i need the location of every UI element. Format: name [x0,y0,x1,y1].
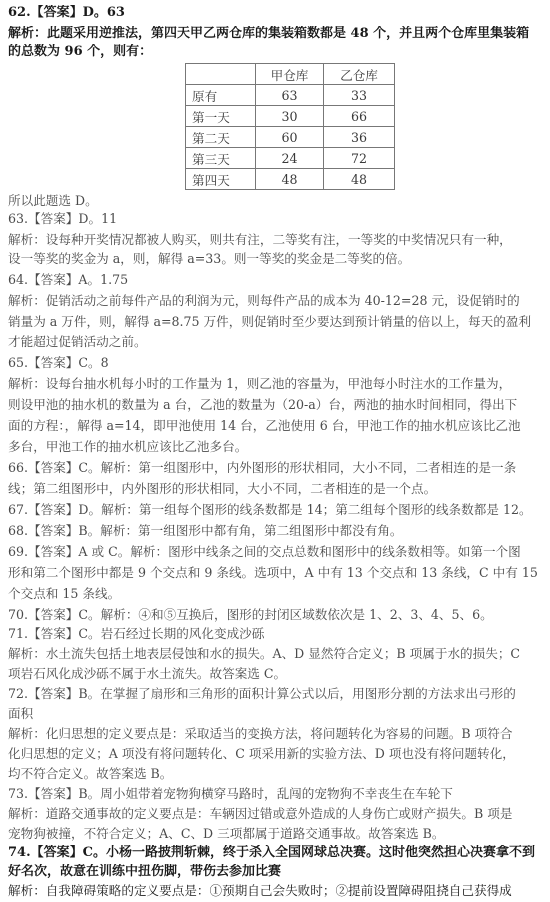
answer-66-line-2: 线；第二组图形中，内外图形的形状相同，大小不同，二者相连的是一个点。 [8,481,437,496]
explanation-65-line-3: 面的方程：，解得 a=14，即甲池使用 14 台，乙池使用 6 台，甲池工作的抽水机应该比乙池 [8,418,521,433]
table-row [186,169,395,190]
explanation-65-line-4: 多台，甲池工作的抽水机应该比乙池多台。 [8,439,248,454]
table-header-cell: 甲仓库 [256,64,324,85]
table-cell: 66 [324,106,395,127]
explanation-62-line-2: 的总数为 96 个，则有： [8,44,153,59]
explanation-65-line-1: 解析：设每台抽水机每小时的工作量为 1，则乙池的容量为，甲池每小时注水的工作量为， [8,376,512,391]
answer-69-line-3: 个交点和 15 条线。 [8,586,121,601]
table-cell: 33 [324,85,395,106]
table-cell: 63 [256,85,324,106]
table-header-row [186,64,395,85]
explanation-72-line-3: 均不符合定义。故答案选 B。 [8,766,173,781]
table-row [186,106,395,127]
table-cell: 24 [256,148,324,169]
table-header-cell [186,64,256,85]
explanation-64-line-1: 解析：促销活动之前每件产品的利润为元，则每件产品的成本为 40-12=28 元，设促销时的 [8,293,520,308]
explanation-64-line-3: 才能超过促销活动之前。 [8,334,147,349]
table-cell: 第三天 [186,148,256,169]
explanation-71-line-2: 项岩石风化成沙砾不属于水土流失。故答案选 C。 [8,666,287,681]
explanation-62-line-1: 解析：此题采用逆推法，第四天甲乙两仓库的集装箱数都是 48 个，并且两个仓库里集装箱 [8,26,530,41]
explanation-63-line-1: 解析：设每种开奖情况都被人购买，则共有注，二等奖有注，一等奖的中奖情况只有一种， [8,232,512,247]
answer-74-heading-line-2: 好名次，故意在训练中扭伤脚，带伤去参加比赛 [8,864,282,879]
table-row [186,127,395,148]
answer-66-line-1: 66.【答案】C。解析：第一组图形中，内外图形的形状相同，大小不同，二者相连的是一条 [8,460,517,475]
explanation-74-line-1: 解析：自我障碍策略的定义要点是：①预期自己会失败时；②提前设置障碍阻挠自己获得成 [8,883,512,898]
answer-69-line-2: 形和第二个图形中都是 9 个交点和 9 条线。选项中，A 中有 13 个交点和 13 条线，C 中有 15 [8,565,538,580]
answer-62-heading: 62.【答案】D。63 [8,5,125,20]
table-cell: 第一天 [186,106,256,127]
answer-70: 70.【答案】C。解析：④和⑤互换后，图形的封闭区域数依次是 1、2、3、4、5、6。 [8,607,493,622]
table-cell: 30 [256,106,324,127]
table-cell: 48 [324,169,395,190]
answer-73-heading: 73.【答案】B。周小姐带着宠物狗横穿马路时，乱闯的宠物狗不幸丧生在车轮下 [8,786,453,801]
answer-74-heading-line-1: 74.【答案】C。小杨一路披荆斩棘，终于杀入全国网球总决赛。这时他突然担心决赛拿不到 [8,845,535,860]
warehouse-table [185,63,395,190]
answer-71-heading: 71.【答案】C。岩石经过长期的风化变成沙砾 [8,626,265,641]
answer-69-line-1: 69.【答案】A 或 C。解析：图形中线条之间的交点总数和图形中的线条数相等。如第一个图 [8,544,521,559]
table-header-cell: 乙仓库 [324,64,395,85]
explanation-63-line-2: 设一等奖的奖金为 a，则，解得 a=33。则一等奖的奖金是二等奖的倍。 [8,251,411,266]
answer-67: 67.【答案】D。解析：第一组每个图形的线条数都是 14；第二组每个图形的线条数都是 12。 [8,502,532,517]
table-cell: 原有 [186,85,256,106]
explanation-71-line-1: 解析：水土流失包括土地表层侵蚀和水的损失。A、D 显然符合定义；B 项属于水的损失；C [8,646,521,661]
explanation-72-line-1: 解析：化归思想的定义要点是：采取适当的变换方法，将问题转化为容易的问题。B 项符合 [8,726,513,741]
answer-72-heading-line-1: 72.【答案】B。在掌握了扇形和三角形的面积计算公式以后，用图形分割的方法求出弓形的 [8,686,516,701]
table-row [186,148,395,169]
explanation-73-line-2: 宠物狗被撞，不符合定义；A、C、D 三项都属于道路交通事故。故答案选 B。 [8,826,445,841]
answer-72-heading-line-2: 面积 [8,706,34,721]
explanation-65-line-2: 则设甲池的抽水机的数量为 a 台，乙池的数量为（20-a）台，两池的抽水时间相同，得出下 [8,397,518,412]
table-cell: 第四天 [186,169,256,190]
table-cell: 第二天 [186,127,256,148]
answer-65-heading: 65.【答案】C。8 [8,355,109,370]
table-cell: 60 [256,127,324,148]
answer-68: 68.【答案】B。解析：第一组图形中都有角，第二组图形中都没有角。 [8,523,403,538]
table-row [186,85,395,106]
explanation-72-line-2: 化归思想的定义；A 项没有将问题转化、C 项采用新的实验方法、D 项也没有将问题转化， [8,746,515,761]
table-cell: 36 [324,127,395,148]
explanation-73-line-1: 解析：道路交通事故的定义要点是：车辆因过错或意外造成的人身伤亡或财产损失。B 项是 [8,806,513,821]
table-cell: 72 [324,148,395,169]
table-cell: 48 [256,169,324,190]
answer-63-heading: 63.【答案】D。11 [8,211,118,226]
answer-64-heading: 64.【答案】A。1.75 [8,272,129,287]
conclusion-62: 所以此题选 D。 [8,193,98,208]
explanation-64-line-2: 销量为 a 万件，则，解得 a=8.75 万件，则促销时至少要达到预计销量的倍以上，每天的盈利 [8,314,531,329]
